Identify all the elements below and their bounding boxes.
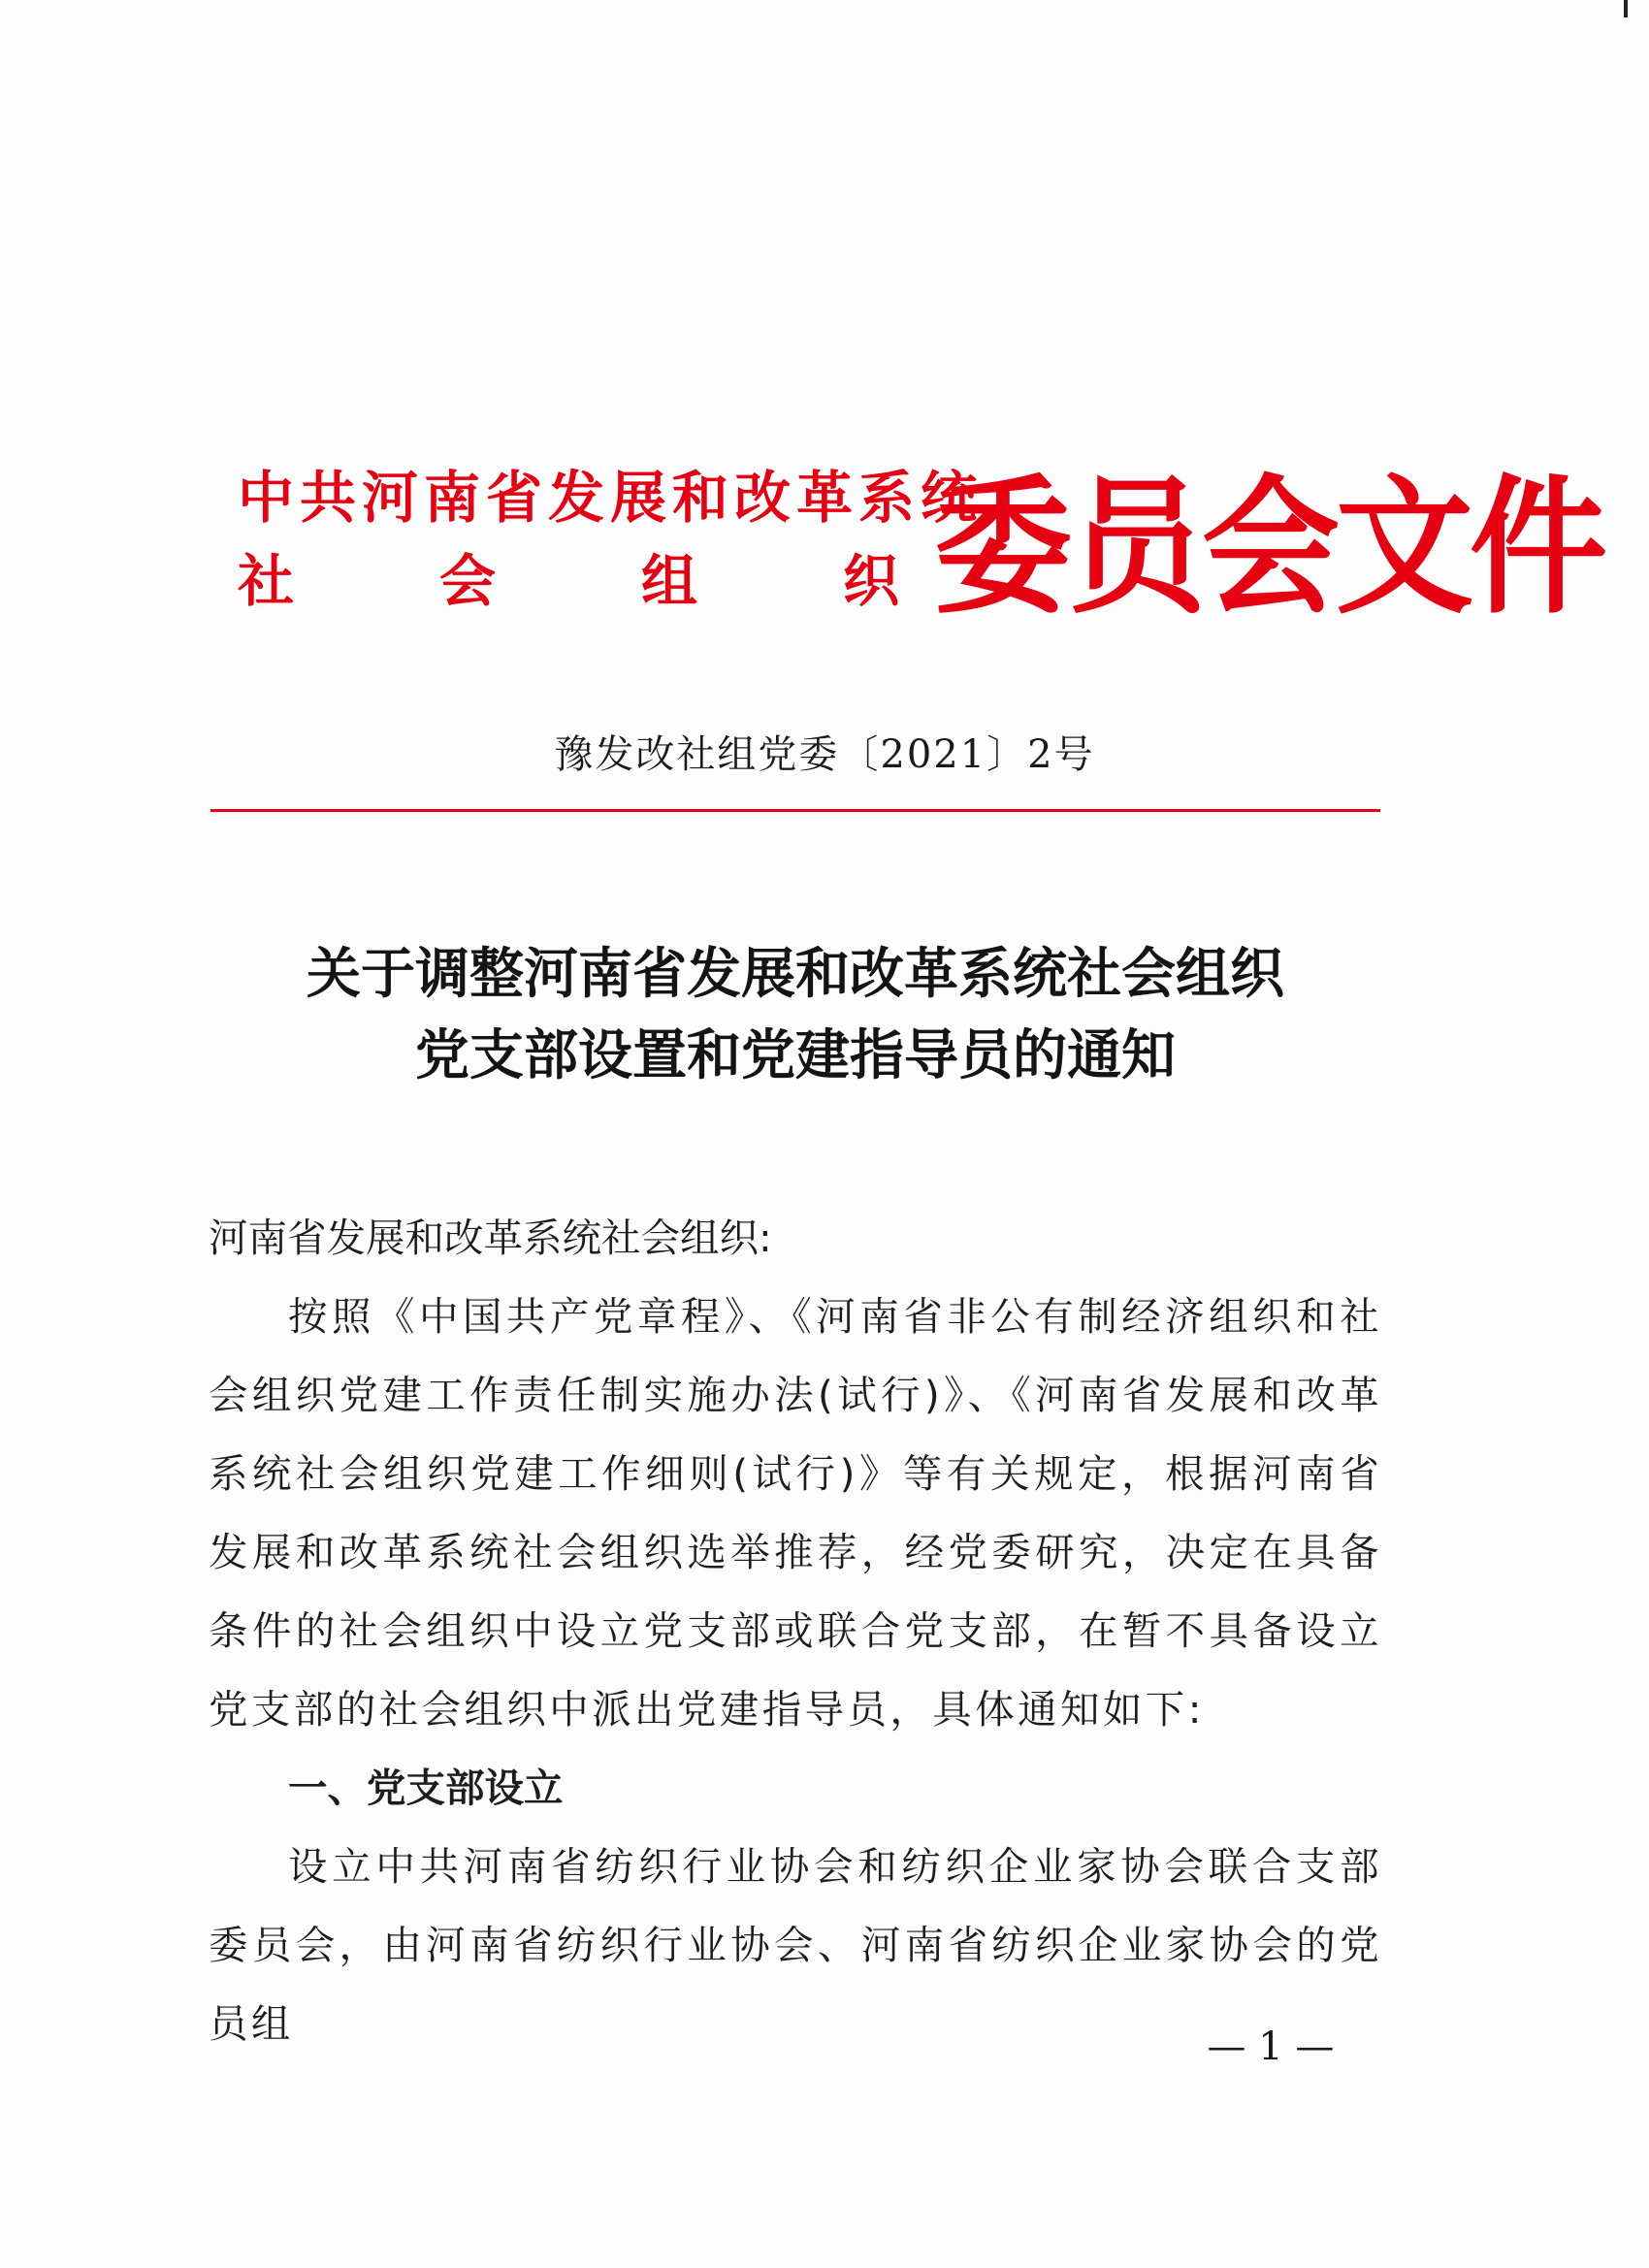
- red-masthead: [238, 456, 1603, 635]
- body-paragraph: 设立中共河南省纺织行业协会和纺织企业家协会联合支部委员会，由河南省纺织行业协会、河南省纺织企业家协会的党员组: [209, 1843, 1382, 2047]
- masthead-document-type: 委员会文件: [934, 460, 1603, 635]
- masthead-line-1: 中共河南省发展和改革系统: [238, 465, 984, 531]
- masthead-char: 织: [842, 548, 905, 614]
- title-line-2: 党支部设置和党建指导员的通知: [415, 1023, 1176, 1087]
- scan-edge-mark: [1624, 0, 1628, 17]
- document-body: [209, 1199, 1382, 2063]
- masthead-char: 社: [238, 548, 301, 614]
- page-number: — 1 —: [1207, 2025, 1335, 2069]
- masthead-char: 组: [640, 548, 703, 614]
- masthead-line-2: [238, 539, 905, 623]
- document-number: 豫发改社组党委〔2021〕2号: [554, 732, 1095, 777]
- section-heading: 一、党支部设立: [288, 1765, 564, 1811]
- document-title: [0, 933, 1591, 1096]
- masthead-issuer: [238, 456, 984, 623]
- body-paragraph: 按照《中国共产党章程》、《河南省非公有制经济组织和社会组织党建工作责任制实施办法(试行)》、《河南省发展和改革系统社会组织党建工作细则(试行)》等有关规定，根据河南省发展和改革系统社会组织选举推荐，经党委研究，决定在具备条件的社会组织中设立党支部或联合党支部，在暂不具备设立党支部的社会组织中派出党建指导员，具体通知如下:: [209, 1293, 1382, 1733]
- masthead-char: 会: [438, 548, 501, 614]
- red-divider-line: [210, 809, 1380, 812]
- title-line-1: 关于调整河南省发展和改革系统社会组织: [307, 942, 1284, 1006]
- salutation: 河南省发展和改革系统社会组织:: [209, 1215, 772, 1261]
